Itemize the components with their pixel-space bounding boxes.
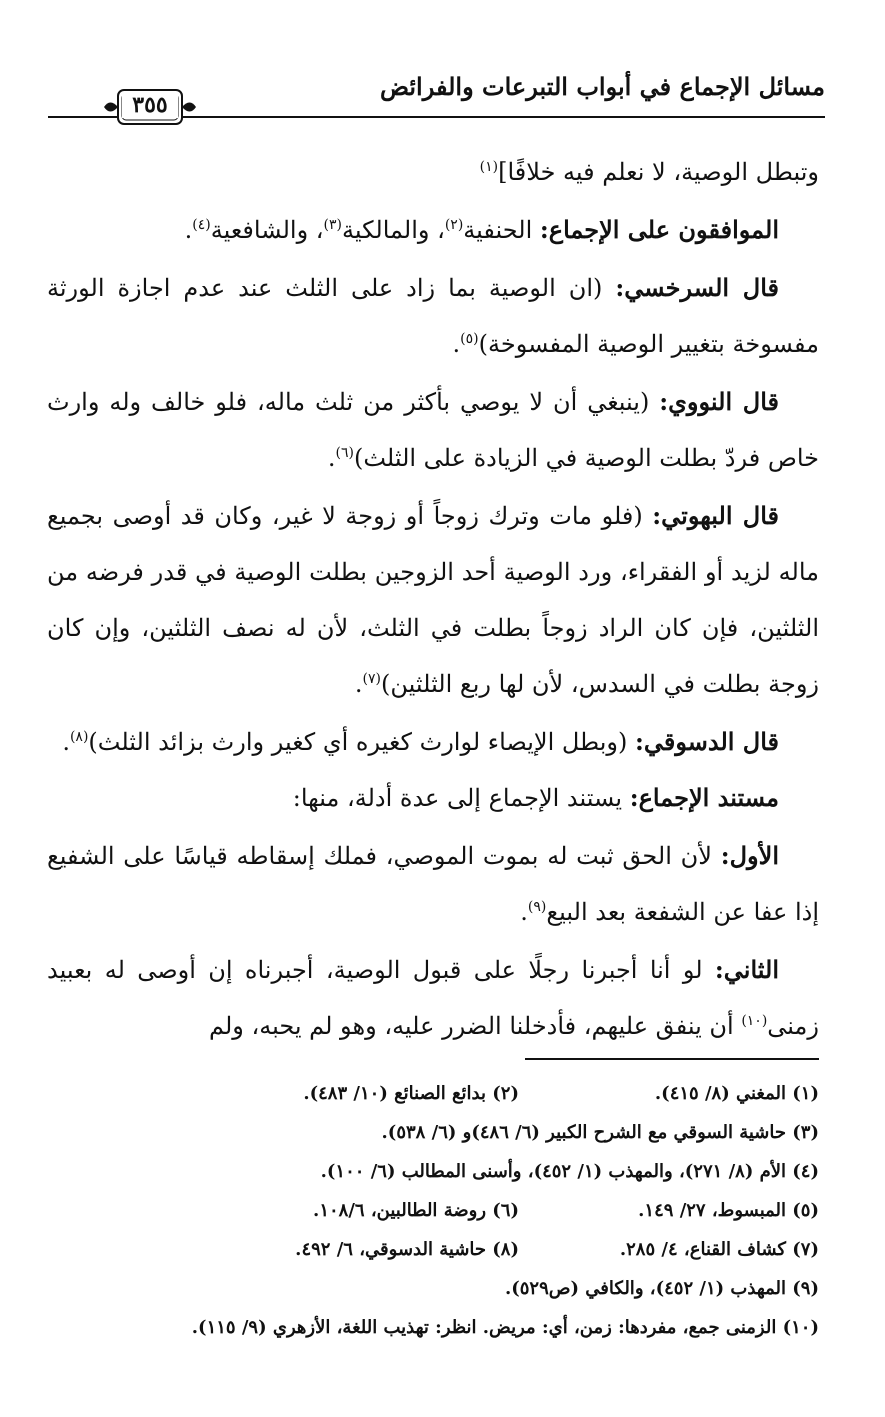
paragraph (47, 202, 819, 258)
footnote: (٩) المهذب (١/ ٤٥٢)، والكافي (ص٥٢٩). (504, 1278, 819, 1299)
paragraph-text: لو أنا أجبرنا رجلًا على قبول الوصية، أجبرناه إن أوصى له بعبيد زمنى (47, 956, 819, 1040)
footnote-row (47, 1230, 819, 1269)
paragraph-text: الحنفية (463, 216, 540, 244)
footnote-ref[interactable]: (١٠) (741, 1013, 768, 1029)
footnote: (١٠) الزمنى جمع، مفردها: زمن، أي: مريض. انظر: تهذيب اللغة، الأزهري (٩/ ١١٥). (191, 1317, 819, 1338)
paragraph (47, 374, 819, 486)
paragraph-heading: الموافقون على الإجماع: (539, 215, 779, 244)
footnote-ref[interactable]: (١) (479, 159, 499, 175)
footnote-row (47, 1191, 819, 1230)
paragraph (47, 770, 819, 826)
footnote-ref[interactable]: (٨) (69, 729, 89, 745)
footnote: (٣) حاشية السوقي مع الشرح الكبير (٦/ ٤٨٦)و (٦/ ٥٣٨). (381, 1122, 819, 1143)
footnote-row (47, 1074, 819, 1113)
paragraph-heading: الأول: (720, 841, 779, 870)
paragraph-heading: قال السرخسي: (615, 273, 779, 302)
paragraph-text: . (184, 216, 193, 244)
paragraph-text: أن ينفق عليهم، فأدخلنا الضرر عليه، وهو لم يحبه، ولم (208, 1012, 742, 1040)
footnote-ref[interactable]: (٢) (444, 217, 464, 233)
footnote: (٥) المبسوط، ٢٧/ ١٤٩. (638, 1200, 819, 1221)
paragraph-text: . (520, 898, 528, 926)
footnote-ref[interactable]: (٩) (527, 899, 547, 915)
paragraph-text: . (62, 728, 70, 756)
footnote: (١) المغني (٨/ ٤١٥). (654, 1083, 819, 1104)
paragraph-text: (ان الوصية بما زاد على الثلث عند عدم اجازة الورثة مفسوخة بتغيير الوصية المفسوخة) (47, 274, 819, 358)
footnote-ref[interactable]: (٤) (192, 217, 211, 233)
footnote-ref[interactable]: (٧) (362, 671, 381, 687)
paragraph-text: . (327, 444, 336, 472)
footnote: (٤) الأم (٨/ ٢٧١)، والمهذب (١/ ٤٥٢)، وأسنى المطالب (٦/ ١٠٠). (320, 1161, 819, 1182)
paragraph (47, 488, 819, 712)
paragraph-text: . (354, 670, 363, 698)
paragraph-heading: قال النووي: (659, 387, 779, 416)
running-title: مسائل الإجماع في أبواب التبرعات والفرائض (379, 72, 825, 101)
paragraph-text: (فلو مات وترك زوجاً أو زوجة لا غير، وكان قد أوصى بجميع ماله لزيد أو الفقراء، ورد الوصية أحد الزوجين بطلت الوصية في قدر فرضه من الثلثين، فإن كان الراد زوجاً بطلت في الثلث، لأن له نصف الثلثين، وإن كان زوجة بطلت في السدس، لأن لها ربع الثلثين) (47, 502, 819, 698)
paragraph (47, 828, 819, 940)
page-number: ٣٥٥ (122, 92, 178, 118)
paragraph (47, 144, 819, 200)
paragraph-text: ، والشافعية (210, 216, 324, 244)
footnotes (47, 1074, 819, 1347)
footnote-ref[interactable]: (٣) (323, 217, 343, 233)
main-text (47, 144, 819, 1054)
paragraph-text: يستند الإجماع إلى عدة أدلة، منها: (292, 784, 630, 812)
footnote: (٦) روضة الطالبين، ١٠٨/٦. (313, 1200, 519, 1221)
paragraph-text: وتبطل الوصية، لا نعلم فيه خلافًا] (498, 158, 819, 186)
paragraph-text: لأن الحق ثبت له بموت الموصي، فملك إسقاطه قياسًا على الشفيع إذا عفا عن الشفعة بعد البيع (47, 842, 819, 926)
paragraph-text: . (452, 330, 461, 358)
footnote: (٧) كشاف القناع، ٤/ ٢٨٥. (619, 1239, 819, 1260)
footnote-ref[interactable]: (٦) (335, 445, 354, 461)
paragraph-heading: الثاني: (714, 955, 779, 984)
footnote-separator (525, 1058, 819, 1060)
footnote: (٨) حاشية الدسوقي، ٦/ ٤٩٢. (295, 1239, 519, 1260)
paragraph-text: (وبطل الإيصاء لوارث كغيره أي كغير وارث بزائد الثلث) (88, 728, 635, 756)
paragraph (47, 260, 819, 372)
paragraph-heading: قال البهوتي: (652, 501, 779, 530)
paragraph (47, 714, 819, 770)
footnote-ref[interactable]: (٥) (460, 331, 479, 347)
paragraph-heading: مستند الإجماع: (629, 783, 779, 812)
paragraph (47, 942, 819, 1054)
paragraph-text: ، والمالكية (342, 216, 445, 244)
paragraph-heading: قال الدسوقي: (635, 727, 779, 756)
paragraph-text: (ينبغي أن لا يوصي بأكثر من ثلث ماله، فلو خالف وله وارث خاص فردّ بطلت الوصية في الزيادة على الثلث) (47, 388, 819, 472)
footnote: (٢) بدائع الصنائع (١٠/ ٤٨٣). (303, 1083, 519, 1104)
